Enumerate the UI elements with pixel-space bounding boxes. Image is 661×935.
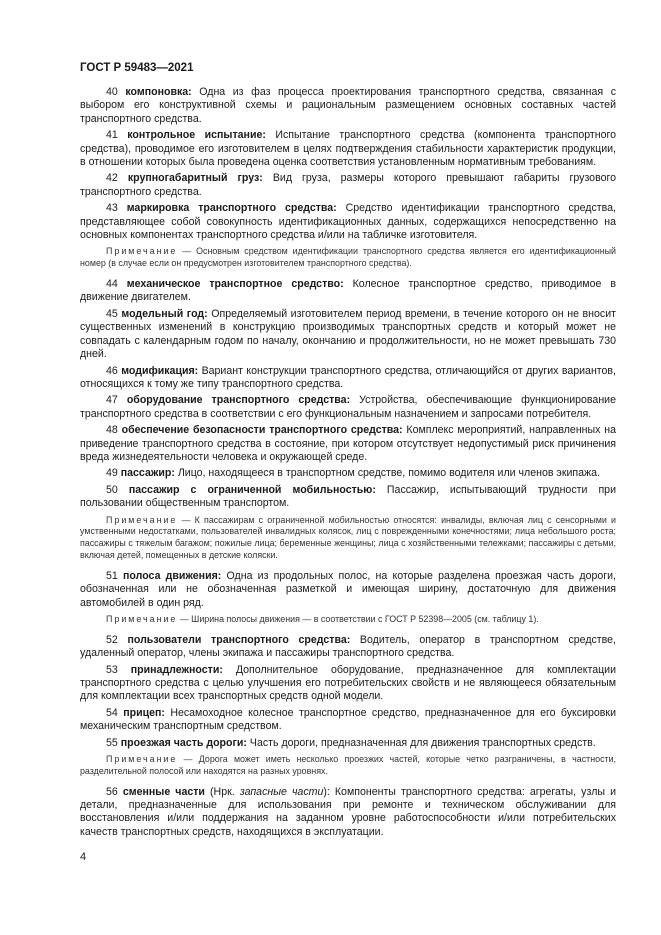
note-label: Примечание — [106, 754, 178, 765]
note-43 — [80, 246, 616, 270]
term-name: модельный год: — [121, 307, 208, 320]
note-50 — [80, 515, 616, 562]
entry-number: 44 — [106, 278, 118, 291]
entry-number: 55 — [106, 736, 118, 749]
entry-number: 45 — [106, 307, 118, 320]
deprecated-term: запасные части — [239, 785, 324, 798]
term-name: механическое транспортное средство: — [126, 278, 344, 291]
term-entry-45 — [80, 308, 616, 362]
note-text: — К пассажирам с ограниченной мобильностью относятся: инвалиды, включая лиц с сенсорными и умственными недостатками, пользователей инвалидных колясок, лиц с поврежденными конечностями; лица небольшого роста; пассажиры с тяжелым багажом; пожилые лица; беременные женщины; лица с хозяйственными тележками; пассажиры с детьми, включая детей, помещенных в детские коляски. — [80, 514, 616, 560]
term-definition: Вариант конструкции транспортного средства, отличающийся от других вариантов, относящихся к тому же типу транспортного средства. — [80, 364, 616, 390]
entry-number: 41 — [106, 129, 118, 142]
term-entry-44 — [80, 278, 616, 305]
note-55 — [80, 754, 616, 778]
term-name: оборудование транспортного средства: — [126, 394, 351, 407]
term-definition: Несамоходное колесное транспортное средство, предназначенное для его буксировки механическим транспортным средством. — [80, 706, 616, 733]
term-name: проезжая часть дороги: — [120, 736, 247, 749]
entry-number: 51 — [106, 569, 118, 582]
term-entry-50 — [80, 484, 616, 511]
entry-number: 46 — [106, 364, 118, 377]
term-entry-43 — [80, 202, 616, 242]
term-name: обеспечение безопасности транспортного средства: — [121, 424, 403, 437]
term-entry-41 — [80, 129, 616, 169]
term-name: модификация: — [121, 364, 199, 377]
term-entry-52 — [80, 634, 616, 661]
term-definition: Часть дороги, предназначенная для движения транспортных средств. — [246, 736, 596, 749]
term-definition: Устройства, обеспечивающие функционирование транспортного средства в соответствии с его функциональным назначением и запросами потребителя. — [80, 394, 616, 420]
term-definition: Вид груза, размеры которого превышают габариты грузового транспортного средства. — [80, 172, 616, 198]
term-entry-42 — [80, 172, 616, 199]
term-name: пассажир с ограниченной мобильностью: — [128, 483, 376, 496]
term-definition: Одна из фаз процесса проектирования транспортного средства, связанная с выбором его конструктивной схемы и рациональным размещением основных составных частей транспортного средства. — [80, 86, 616, 125]
entry-number: 42 — [106, 172, 118, 185]
entry-number: 56 — [106, 785, 118, 798]
entry-number: 52 — [106, 633, 118, 646]
term-definition: Средство идентификации транспортного средства, представляющее собой совокупность идентификационных данных, содержащихся непосредственно на основных компонентах транспортного средства и/или на табличке изготовителя. — [80, 202, 616, 242]
entry-number: 53 — [106, 663, 118, 676]
term-name: пользователи транспортного средства: — [127, 633, 351, 646]
term-definition: Водитель, оператор в транспортном средстве, удаленный оператор, члены экипажа и пассажиры транспортного средства. — [80, 633, 616, 660]
term-prefix: (Нрк. — [204, 785, 240, 798]
page-number: 4 — [80, 851, 87, 863]
entry-number: 47 — [106, 394, 118, 407]
note-text: — Основным средством идентификации транспортного средства является его идентификационный номер (в случае если он предусмотрен изготовителем транспортного средства). — [80, 246, 616, 269]
note-text: — Ширина полосы движения — в соответствии с ГОСТ Р 52398—2005 (см. таблицу 1). — [177, 613, 539, 624]
note-label: Примечание — [106, 246, 178, 257]
term-name: прицеп: — [123, 706, 165, 719]
term-definition: Лицо, находящееся в транспортном средстве, помимо водителя или членов экипажа. — [174, 467, 600, 480]
term-entry-55 — [80, 737, 616, 750]
term-entry-49 — [80, 467, 616, 480]
term-definition: Колесное транспортное средство, приводимое в движение двигателем. — [80, 278, 616, 304]
term-entry-53 — [80, 664, 616, 704]
term-entry-40 — [80, 86, 616, 126]
term-name: крупногабаритный груз: — [127, 172, 263, 185]
document-body — [80, 86, 616, 842]
term-entry-47 — [80, 394, 616, 421]
entry-number: 48 — [106, 424, 118, 437]
term-name: маркировка транспортного средства: — [126, 202, 337, 215]
document-header: ГОСТ Р 59483—2021 — [80, 62, 194, 74]
note-label: Примечание — [106, 613, 178, 624]
note-label: Примечание — [106, 514, 178, 525]
term-name: компоновка: — [125, 86, 192, 98]
term-entry-54 — [80, 707, 616, 734]
entry-number: 50 — [106, 483, 118, 496]
term-name: пассажир: — [120, 467, 175, 480]
term-definition: Определяемый изготовителем период времени, в течение которого он не вносит существенных изменений в конструкцию производимых транспортных средств и который может не совпадать с календарным годом по началу, окончанию и продолжительности, но не может превышать 730 дней. — [80, 307, 616, 361]
term-definition: ): Компоненты транспортного средства: агрегаты, узлы и детали, предназначенные для использования при ремонте и техническом обслуживании для восстановления и/или поддержания на заданном уровне работоспособности и/или потребительских качеств транспортных средств, находящихся в эксплуатации. — [80, 785, 616, 838]
term-name: контрольное испытание: — [127, 129, 266, 142]
entry-number: 49 — [106, 467, 118, 480]
term-definition: Дополнительное оборудование, предназначенное для комплектации транспортного средства с целью улучшения его потребительских свойств и не являющееся обязательным для комплектации всех транспортных средств одной модели. — [80, 663, 616, 703]
term-entry-51 — [80, 570, 616, 610]
term-name: сменные части — [122, 785, 205, 798]
term-entry-46 — [80, 365, 616, 392]
term-definition: Пассажир, испытывающий трудности при пользовании общественным транспортом. — [80, 483, 616, 510]
term-entry-56 — [80, 786, 616, 840]
term-entry-48 — [80, 424, 616, 464]
term-definition: Комплекс мероприятий, направленных на приведение транспортного средства в состояние, при котором отсутствует недопустимый риск причинения вреда жизнедеятельности человека и окружающей среде. — [80, 424, 616, 463]
entry-number: 54 — [106, 706, 118, 719]
note-51 — [80, 614, 616, 626]
term-definition: Испытание транспортного средства (компонента транспортного средства), проводимое его изготовителем в целях подтверждения стабильности характеристик продукции, в отношении которых была проведена оценка соответствия установленным нормативным требованиям. — [80, 129, 616, 169]
term-definition: Одна из продольных полос, на которые разделена проезжая часть дороги, обозначенная или не обозначенная разметкой и имеющая ширину, достаточную для движения автомобилей в один ряд. — [80, 569, 616, 609]
note-text: — Дорога может иметь несколько проезжих частей, которые четко разграничены, в частности, разделительной полосой или находятся на разных уровнях. — [80, 754, 616, 776]
entry-number: 40 — [106, 86, 118, 98]
term-name: полоса движения: — [123, 569, 222, 582]
term-name: принадлежности: — [130, 663, 223, 676]
entry-number: 43 — [106, 202, 118, 215]
